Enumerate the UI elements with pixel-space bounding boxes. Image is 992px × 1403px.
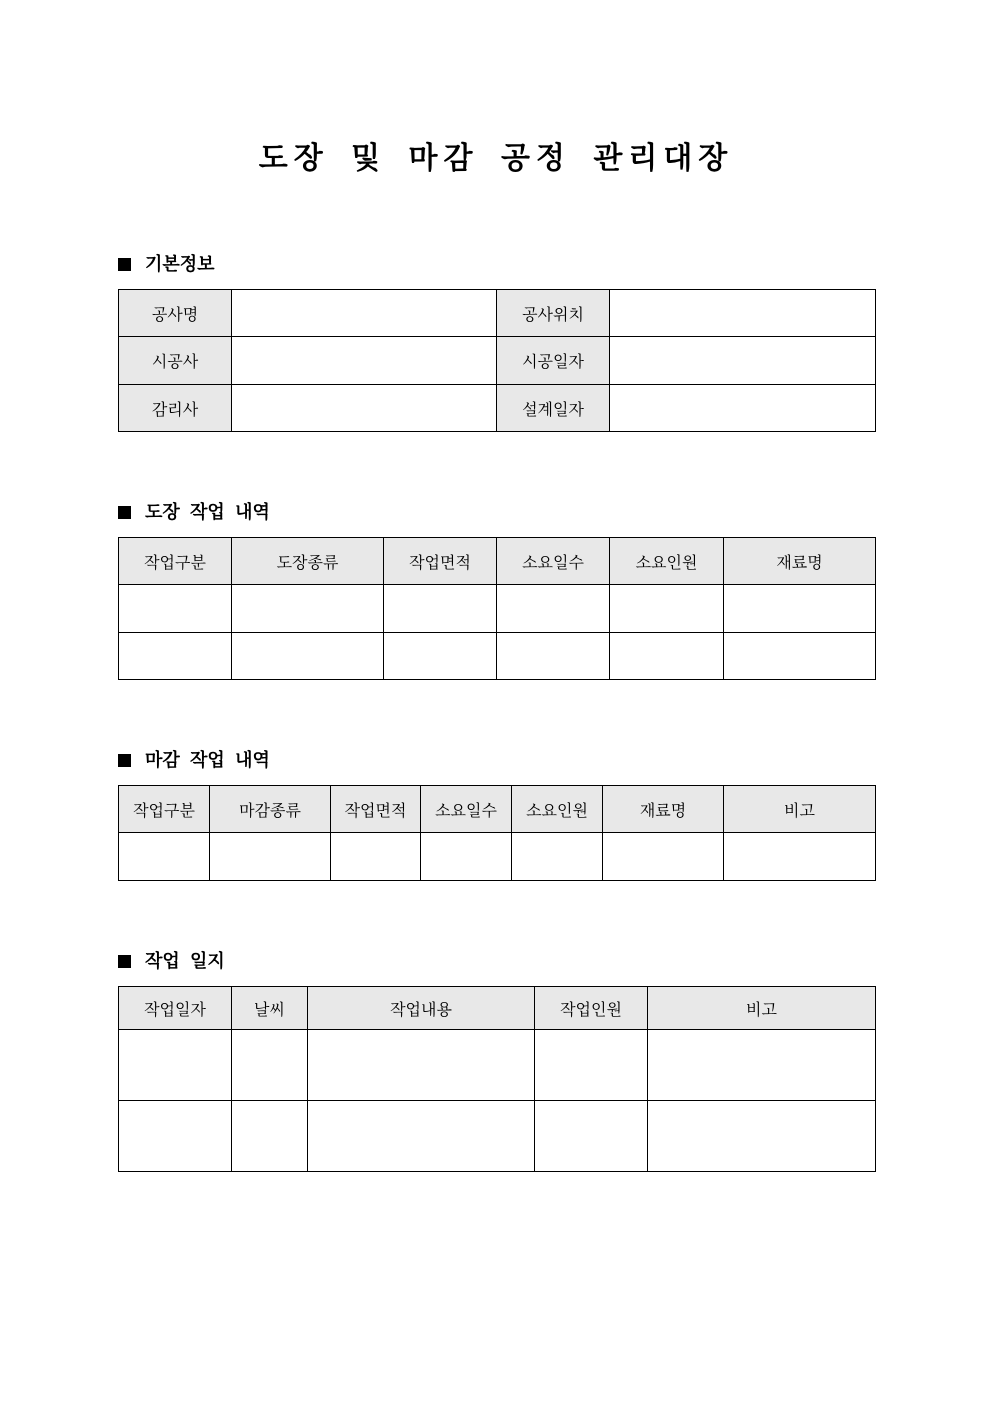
value-cell[interactable] bbox=[232, 290, 497, 337]
work-log-table bbox=[118, 986, 876, 1172]
table-cell[interactable] bbox=[724, 833, 876, 881]
table-cell[interactable] bbox=[331, 833, 421, 881]
column-header: 작업면적 bbox=[384, 538, 497, 585]
column-header: 비고 bbox=[724, 786, 876, 833]
table-cell[interactable] bbox=[535, 1030, 648, 1101]
table-cell[interactable] bbox=[119, 833, 210, 881]
table-header-row bbox=[119, 987, 876, 1030]
column-header: 재료명 bbox=[724, 538, 876, 585]
table-cell[interactable] bbox=[119, 585, 232, 633]
section-heading-finishing: 마감 작업 내역 bbox=[118, 750, 270, 772]
label-cell: 공사명 bbox=[119, 290, 232, 337]
table-row bbox=[119, 633, 876, 680]
table-cell[interactable] bbox=[648, 1101, 876, 1172]
table-cell[interactable] bbox=[232, 633, 384, 680]
table-row bbox=[119, 1030, 876, 1101]
table-cell[interactable] bbox=[648, 1030, 876, 1101]
square-bullet-icon bbox=[118, 258, 131, 271]
table-cell[interactable] bbox=[603, 833, 724, 881]
table-row bbox=[119, 385, 876, 432]
table-row bbox=[119, 1101, 876, 1172]
value-cell[interactable] bbox=[232, 385, 497, 432]
column-header: 소요인원 bbox=[610, 538, 724, 585]
value-cell[interactable] bbox=[232, 337, 497, 385]
table-cell[interactable] bbox=[308, 1101, 535, 1172]
square-bullet-icon bbox=[118, 955, 131, 968]
column-header: 소요일수 bbox=[497, 538, 610, 585]
square-bullet-icon bbox=[118, 506, 131, 519]
table-row bbox=[119, 290, 876, 337]
value-cell[interactable] bbox=[610, 337, 876, 385]
label-cell: 설계일자 bbox=[497, 385, 610, 432]
column-header: 소요인원 bbox=[512, 786, 603, 833]
label-cell: 공사위치 bbox=[497, 290, 610, 337]
value-cell[interactable] bbox=[610, 385, 876, 432]
table-cell[interactable] bbox=[610, 585, 724, 633]
table-cell[interactable] bbox=[232, 1030, 308, 1101]
table-cell[interactable] bbox=[308, 1030, 535, 1101]
column-header: 날씨 bbox=[232, 987, 308, 1030]
table-cell[interactable] bbox=[119, 1030, 232, 1101]
label-cell: 시공사 bbox=[119, 337, 232, 385]
table-cell[interactable] bbox=[535, 1101, 648, 1172]
table-cell[interactable] bbox=[497, 633, 610, 680]
column-header: 작업구분 bbox=[119, 786, 210, 833]
column-header: 작업구분 bbox=[119, 538, 232, 585]
column-header: 작업내용 bbox=[308, 987, 535, 1030]
painting-work-table bbox=[118, 537, 876, 680]
column-header: 작업면적 bbox=[331, 786, 421, 833]
finishing-work-table bbox=[118, 785, 876, 881]
table-cell[interactable] bbox=[724, 633, 876, 680]
table-cell[interactable] bbox=[610, 633, 724, 680]
table-header-row bbox=[119, 786, 876, 833]
table-cell[interactable] bbox=[384, 633, 497, 680]
section-heading-basic: 기본정보 bbox=[118, 254, 215, 276]
table-row bbox=[119, 585, 876, 633]
square-bullet-icon bbox=[118, 754, 131, 767]
table-cell[interactable] bbox=[119, 1101, 232, 1172]
column-header: 작업인원 bbox=[535, 987, 648, 1030]
document-title: 도장 및 마감 공정 관리대장 bbox=[258, 141, 734, 176]
table-header-row bbox=[119, 538, 876, 585]
label-cell: 시공일자 bbox=[497, 337, 610, 385]
column-header: 도장종류 bbox=[232, 538, 384, 585]
table-cell[interactable] bbox=[421, 833, 512, 881]
column-header: 비고 bbox=[648, 987, 876, 1030]
label-cell: 감리사 bbox=[119, 385, 232, 432]
table-row bbox=[119, 833, 876, 881]
table-cell[interactable] bbox=[119, 633, 232, 680]
column-header: 소요일수 bbox=[421, 786, 512, 833]
column-header: 마감종류 bbox=[210, 786, 331, 833]
table-cell[interactable] bbox=[210, 833, 331, 881]
table-cell[interactable] bbox=[384, 585, 497, 633]
column-header: 재료명 bbox=[603, 786, 724, 833]
table-row bbox=[119, 337, 876, 385]
table-cell[interactable] bbox=[512, 833, 603, 881]
section-heading-painting: 도장 작업 내역 bbox=[118, 502, 270, 524]
table-cell[interactable] bbox=[497, 585, 610, 633]
section-heading-log: 작업 일지 bbox=[118, 951, 225, 973]
column-header: 작업일자 bbox=[119, 987, 232, 1030]
table-cell[interactable] bbox=[232, 1101, 308, 1172]
table-cell[interactable] bbox=[232, 585, 384, 633]
table-cell[interactable] bbox=[724, 585, 876, 633]
basic-info-table bbox=[118, 289, 876, 432]
value-cell[interactable] bbox=[610, 290, 876, 337]
